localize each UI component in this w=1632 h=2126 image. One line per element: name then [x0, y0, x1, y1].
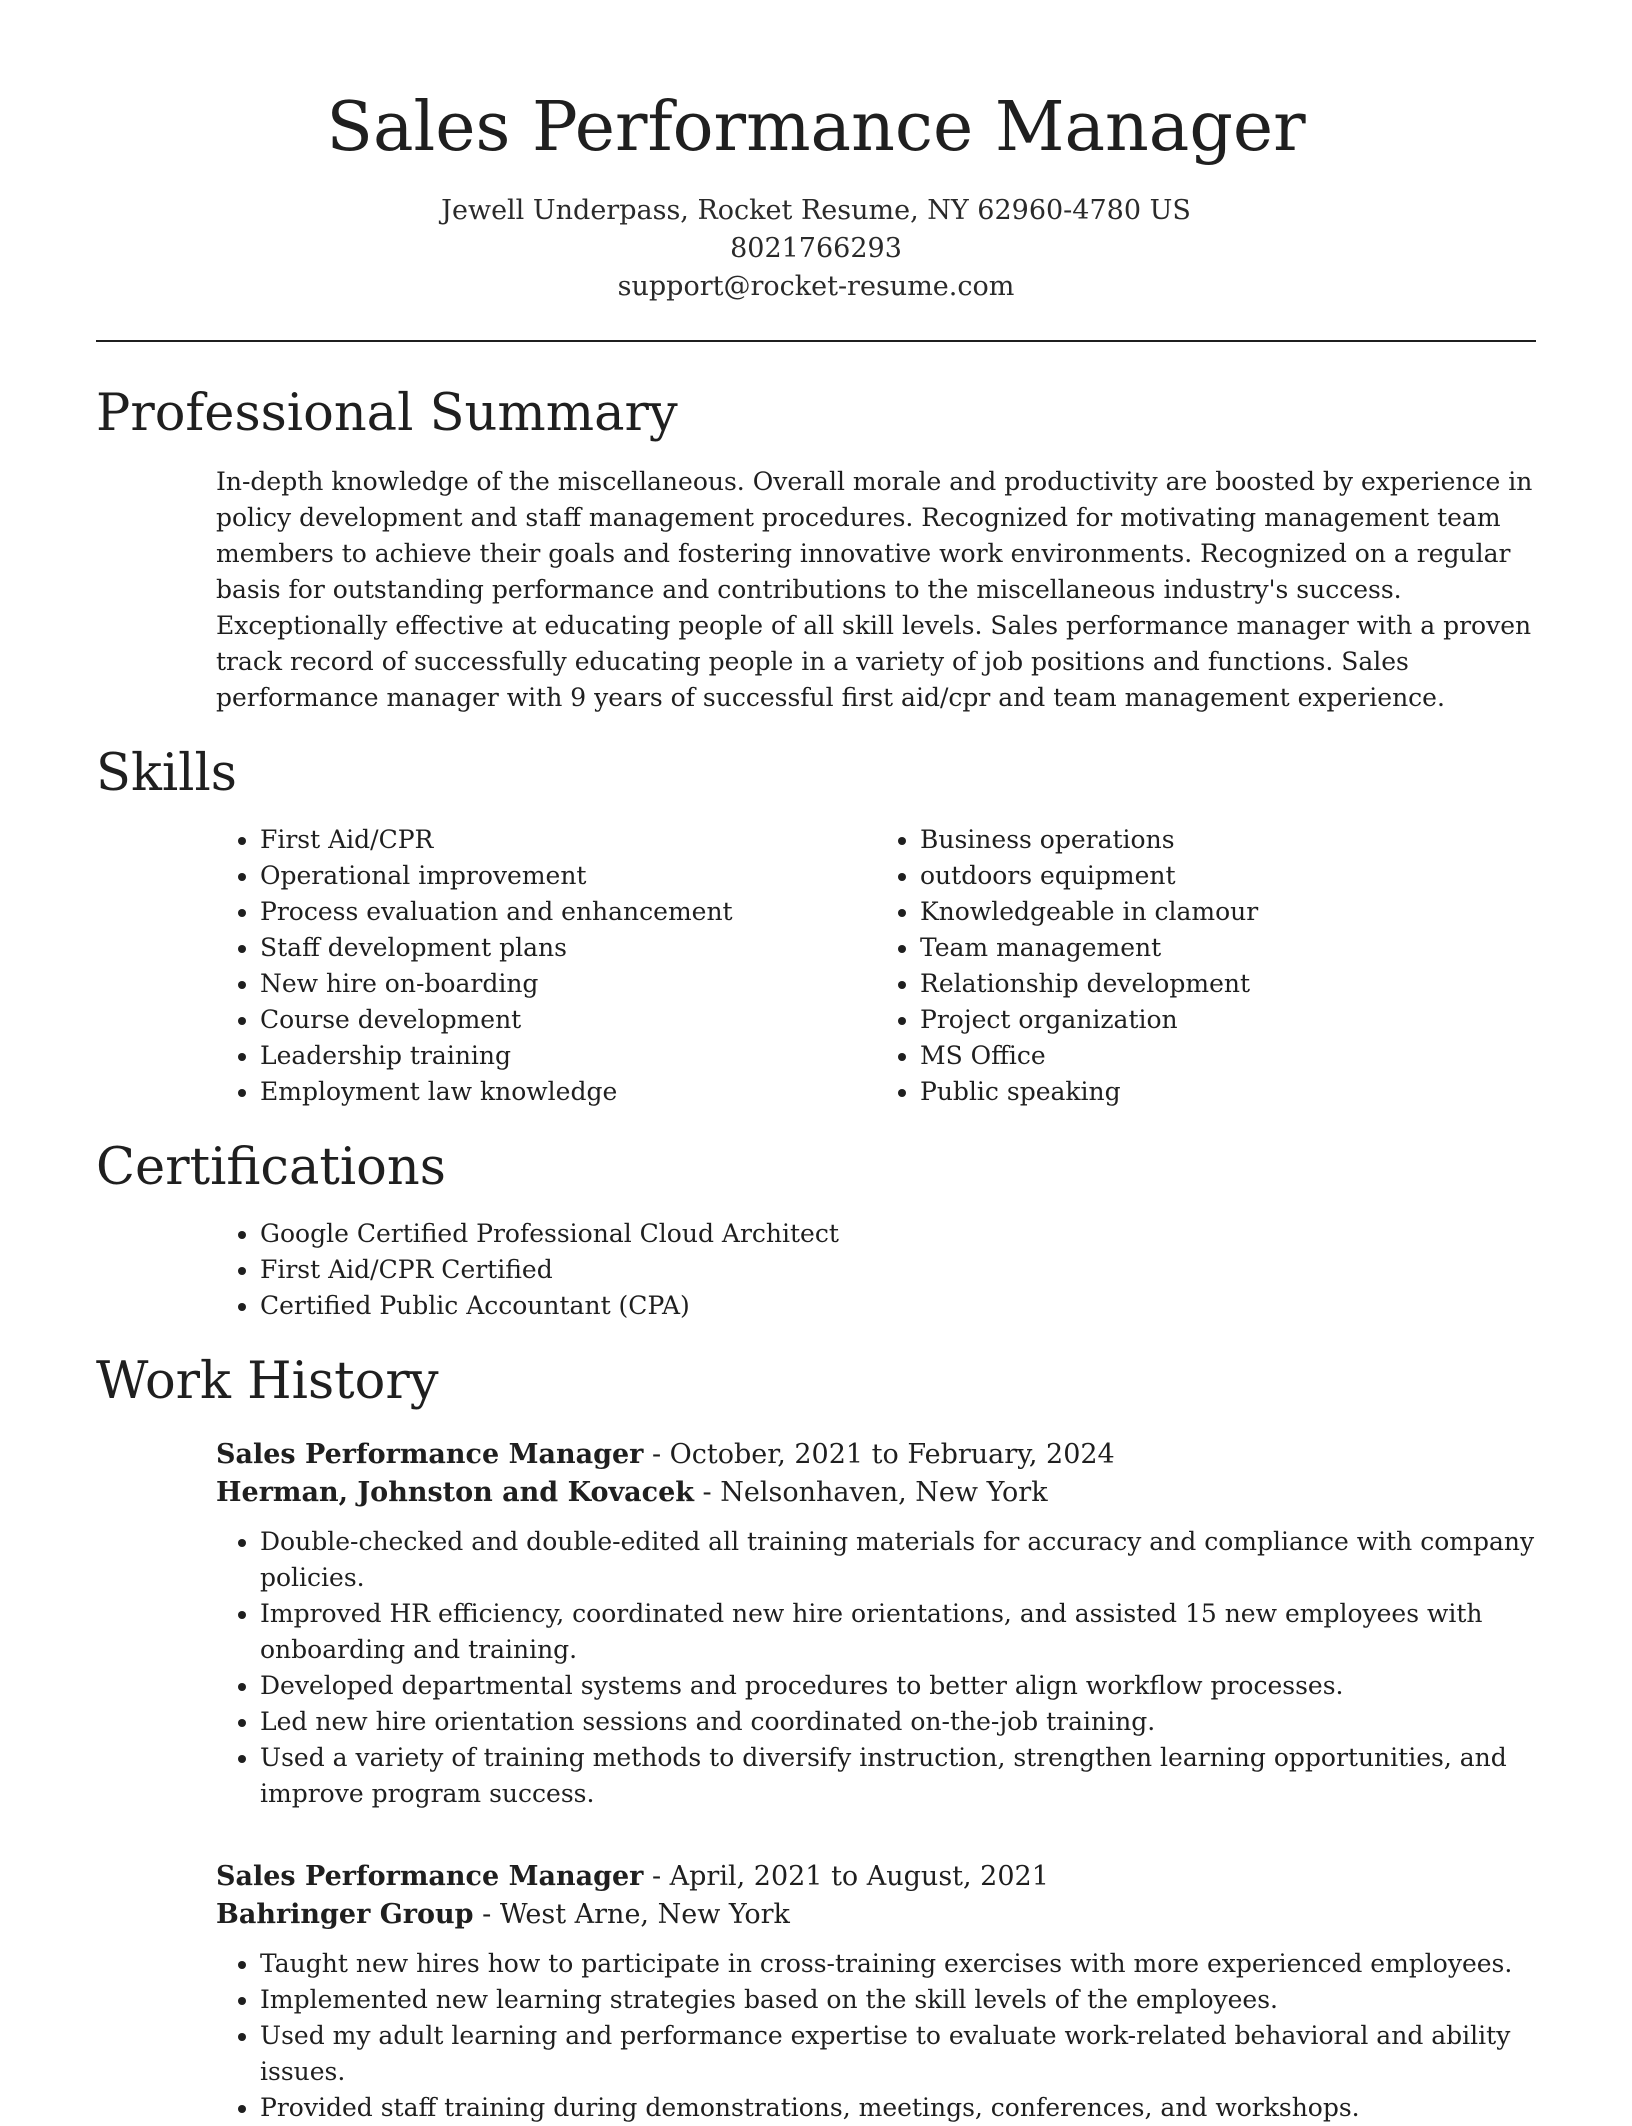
job-company: Herman, Johnston and Kovacek — [216, 1477, 694, 1508]
job-header — [216, 1858, 1536, 1934]
skill-item: • MS Office — [920, 1038, 1536, 1074]
resume-header — [96, 0, 1536, 306]
job-entry — [216, 1436, 1536, 1812]
job-bullet: • Double-checked and double-edited all training materials for accuracy and compliance with company policies. — [260, 1524, 1536, 1596]
skill-item: • Public speaking — [920, 1074, 1536, 1110]
skill-item: • Employment law knowledge — [260, 1074, 876, 1110]
job-role: Sales Performance Manager — [216, 1439, 644, 1470]
contact-info — [96, 192, 1536, 306]
work-history-heading: Work History — [96, 1352, 439, 1411]
job-bullet: • Used my adult learning and performance expertise to evaluate work-related behavioral and ability issues. — [260, 2018, 1536, 2090]
job-bullet: • Used a variety of training methods to diversify instruction, strengthen learning opportunities, and improve program success. — [260, 1740, 1536, 1812]
certification-item: • Certified Public Accountant (CPA) — [260, 1288, 1536, 1324]
job-location: - Nelsonhaven, New York — [693, 1477, 1048, 1508]
certification-item: • First Aid/CPR Certified — [260, 1252, 1536, 1288]
skills-columns — [216, 822, 1536, 1110]
skill-item: • First Aid/CPR — [260, 822, 876, 858]
summary-heading: Professional Summary — [96, 384, 678, 443]
job-entry — [216, 1858, 1536, 2126]
job-role: Sales Performance Manager — [216, 1861, 644, 1892]
job-bullet: • Taught new hires how to participate in cross-training exercises with more experienced employees. — [260, 1946, 1536, 1982]
skills-heading: Skills — [96, 744, 237, 803]
certifications-list-wrap — [216, 1216, 1536, 1324]
skills-list-left — [216, 822, 876, 1110]
job-bullets — [216, 1524, 1536, 1812]
job-header — [216, 1436, 1536, 1512]
summary-section — [96, 382, 1536, 716]
job-location: - West Arne, New York — [473, 1899, 790, 1930]
job-bullet: • Provided staff training during demonstrations, meetings, conferences, and workshops. — [260, 2090, 1536, 2126]
certification-item: • Google Certified Professional Cloud Architect — [260, 1216, 1536, 1252]
skill-item: • Knowledgeable in clamour — [920, 894, 1536, 930]
resume-title: Sales Performance Manager — [326, 88, 1306, 167]
skill-item: • New hire on-boarding — [260, 966, 876, 1002]
email: support@rocket-resume.com — [617, 271, 1015, 302]
skills-list-right — [876, 822, 1536, 1110]
skill-item: • Course development — [260, 1002, 876, 1038]
skills-section — [96, 742, 1536, 1110]
certifications-section — [96, 1136, 1536, 1324]
phone: 8021766293 — [730, 233, 902, 264]
skill-item: • Staff development plans — [260, 930, 876, 966]
job-bullet: • Led new hire orientation sessions and coordinated on-the-job training. — [260, 1704, 1536, 1740]
skill-item: • outdoors equipment — [920, 858, 1536, 894]
job-dates: - October, 2021 to February, 2024 — [643, 1439, 1115, 1470]
skill-item: • Leadership training — [260, 1038, 876, 1074]
skill-item: • Team management — [920, 930, 1536, 966]
summary-text: In-depth knowledge of the miscellaneous. Overall morale and productivity are boosted by experience in policy development and staff management procedures. Recognized for motivating management team members to achieve their goals and fostering innovative work environments. Recognized on a regular basis for outstanding performance and contributions to the miscellaneous industry's success. Exceptionally effective at educating people of all skill levels. Sales performance manager with a proven track record of successfully educating people in a variety of job positions and functions. Sales performance manager with 9 years of successful first aid/cpr and team management experience. — [216, 467, 1533, 712]
skill-item: • Operational improvement — [260, 858, 876, 894]
job-dates: - April, 2021 to August, 2021 — [643, 1861, 1049, 1892]
address: Jewell Underpass, Rocket Resume, NY 62960-4780 US — [441, 195, 1191, 226]
job-bullet: • Improved HR efficiency, coordinated new hire orientations, and assisted 15 new employees with onboarding and training. — [260, 1596, 1536, 1668]
work-history-section — [96, 1350, 1536, 2126]
job-bullet: • Implemented new learning strategies based on the skill levels of the employees. — [260, 1982, 1536, 2018]
skill-item: • Process evaluation and enhancement — [260, 894, 876, 930]
skill-item: • Relationship development — [920, 966, 1536, 1002]
certifications-list — [216, 1216, 1536, 1324]
skill-item: • Business operations — [920, 822, 1536, 858]
header-divider — [96, 340, 1536, 342]
job-company: Bahringer Group — [216, 1899, 474, 1930]
skill-item: • Project organization — [920, 1002, 1536, 1038]
job-bullets — [216, 1946, 1536, 2126]
certifications-heading: Certifications — [96, 1138, 446, 1197]
job-bullet: • Developed departmental systems and procedures to better align workflow processes. — [260, 1668, 1536, 1704]
